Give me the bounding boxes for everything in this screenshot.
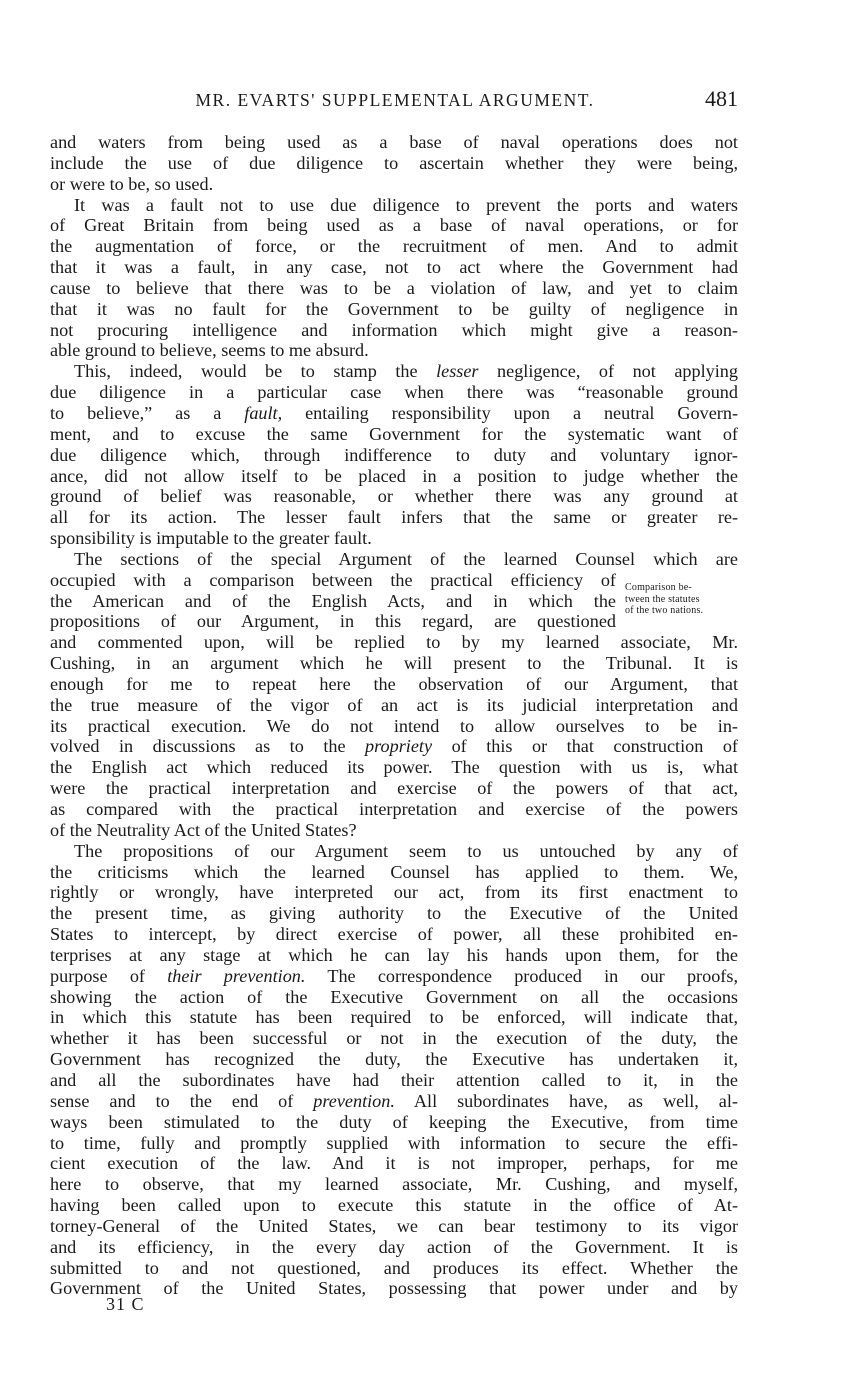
text-line: include the use of due diligence to ascertain whether they were being,: [50, 152, 738, 173]
text-line: torney-General of the United States, we can bear testimony to its vigor: [50, 1215, 738, 1236]
text-line: that it was no fault for the Government to be guilty of negligence in: [50, 298, 738, 319]
text-line: ance, did not allow itself to be placed in a position to judge whether the: [50, 465, 738, 486]
text-line: due diligence in a particular case when there was “reasonable ground: [50, 382, 738, 403]
text-line: rightly or wrongly, have interpreted our act, from its first enactment to: [50, 882, 738, 903]
text-line: not procuring intelligence and information which might give a reason-: [50, 319, 738, 340]
margin-note-line: Comparison be-: [625, 582, 692, 593]
text-line: were the practical interpretation and exercise of the powers of that act,: [50, 778, 738, 799]
text-line: able ground to believe, seems to me absurd.: [50, 340, 369, 361]
running-head: MR. EVARTS' SUPPLEMENTAL ARGUMENT.: [195, 90, 595, 110]
text-line: and all the subordinates have had their attention called to it, in the: [50, 1069, 738, 1090]
text-line: to time, fully and promptly supplied with information to secure the effi-: [50, 1132, 738, 1153]
text-line: terprises at any stage at which he can lay his hands upon them, for the: [50, 944, 738, 965]
text-line: States to intercept, by direct exercise of power, all these prohibited en-: [50, 924, 738, 945]
page-header: [50, 86, 740, 118]
body-text: [50, 132, 738, 1299]
text-line: occupied with a comparison between the practical efficiency of: [50, 569, 616, 590]
margin-note: [625, 582, 743, 617]
text-line: having been called upon to execute this statute in the office of At-: [50, 1195, 738, 1216]
text-line: propositions of our Argument, in this regard, are questioned: [50, 611, 616, 632]
text-line: all for its action. The lesser fault infers that the same or greater re-: [50, 507, 738, 528]
text-line: This, indeed, would be to stamp the lesser negligence, of not applying: [74, 361, 738, 382]
text-line: the present time, as giving authority to the Executive of the United: [50, 903, 738, 924]
text-line: here to observe, that my learned associate, Mr. Cushing, and myself,: [50, 1174, 738, 1195]
signature-mark: 31 C: [106, 1294, 145, 1314]
text-line: or were to be, so used.: [50, 173, 214, 194]
text-line: showing the action of the Executive Government on all the occasions: [50, 986, 738, 1007]
text-line: that it was a fault, in any case, not to act where the Government had: [50, 257, 738, 278]
text-line: ground of belief was reasonable, or whether there was any ground at: [50, 486, 738, 507]
text-line: It was a fault not to use due diligence to prevent the ports and waters: [74, 194, 738, 215]
margin-note-line: tween the statutes: [625, 593, 700, 605]
page-number: 481: [705, 86, 738, 111]
text-line: The propositions of our Argument seem to us untouched by any of: [74, 840, 738, 861]
text-line: sponsibility is imputable to the greater fault.: [50, 528, 372, 549]
text-line: the American and of the English Acts, and in which the: [50, 590, 616, 611]
text-line: ways been stimulated to the duty of keeping the Executive, from time: [50, 1111, 738, 1132]
text-line: of Great Britain from being used as a base of naval operations, or for: [50, 215, 738, 236]
text-line: its practical execution. We do not intend to allow ourselves to be in-: [50, 715, 738, 736]
text-line: whether it has been successful or not in the execution of the duty, the: [50, 1028, 738, 1049]
text-line: cause to believe that there was to be a violation of law, and yet to claim: [50, 277, 738, 298]
text-line: cient execution of the law. And it is not improper, perhaps, for me: [50, 1153, 738, 1174]
text-line: in which this statute has been required to be enforced, will indicate that,: [50, 1007, 738, 1028]
text-line: and commented upon, will be replied to by my learned associate, Mr.: [50, 632, 738, 653]
text-line: volved in discussions as to the propriety of this or that construction of: [50, 736, 738, 757]
text-line: The sections of the special Argument of the learned Counsel which are: [74, 548, 738, 569]
text-line: the criticisms which the learned Counsel has applied to them. We,: [50, 861, 738, 882]
text-line: as compared with the practical interpretation and exercise of the powers: [50, 799, 738, 819]
text-line: of the Neutrality Act of the United States?: [50, 819, 357, 840]
text-line: and its efficiency, in the every day action of the Government. It is: [50, 1236, 738, 1257]
text-line: Government of the United States, possessing that power under and by: [50, 1278, 738, 1299]
text-line: the English act which reduced its power. The question with us is, what: [50, 757, 738, 778]
text-line: to believe,” as a fault, entailing responsibility upon a neutral Govern-: [50, 402, 738, 423]
text-line: purpose of their prevention. The correspondence produced in our proofs,: [50, 965, 738, 986]
text-line: and waters from being used as a base of naval operations does not: [50, 132, 738, 152]
text-line: Government has recognized the duty, the Executive has undertaken it,: [50, 1049, 738, 1070]
text-line: the augmentation of force, or the recruitment of men. And to admit: [50, 236, 738, 257]
text-line: enough for me to repeat here the observation of our Argument, that: [50, 673, 738, 694]
text-line: the true measure of the vigor of an act is its judicial interpretation and: [50, 694, 738, 715]
text-line: ment, and to excuse the same Government for the systematic want of: [50, 423, 738, 444]
text-line: due diligence which, through indifference to duty and voluntary ignor-: [50, 444, 738, 465]
text-line: Cushing, in an argument which he will present to the Tribunal. It is: [50, 653, 738, 674]
text-line: sense and to the end of prevention. All subordinates have, as well, al-: [50, 1090, 738, 1111]
text-line: submitted to and not questioned, and produces its effect. Whether the: [50, 1257, 738, 1278]
margin-note-line: of the two nations.: [625, 605, 704, 616]
